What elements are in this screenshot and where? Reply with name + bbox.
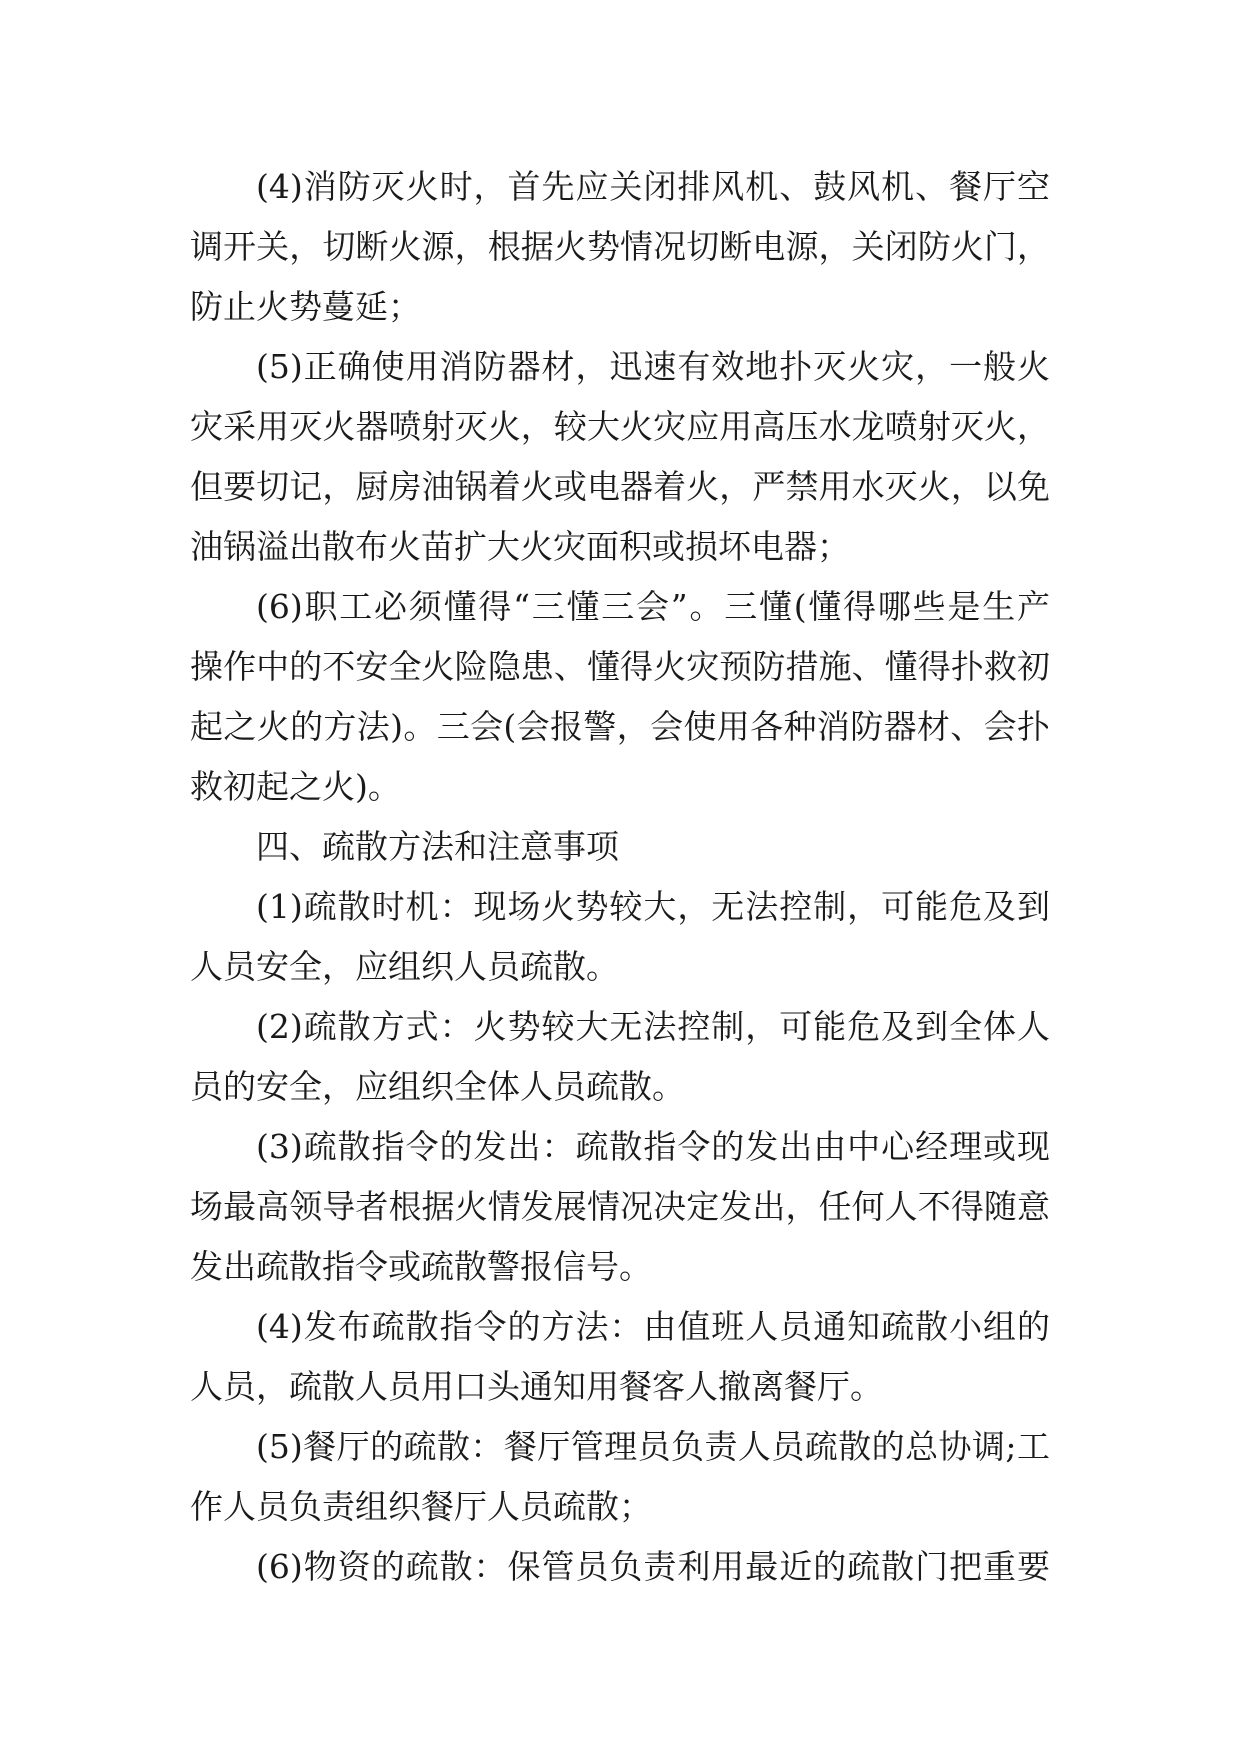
text-line: 人员，疏散人员用口头通知用餐客人撤离餐厅。 xyxy=(190,1367,883,1406)
text-line: 救初起之火)。 xyxy=(190,767,401,806)
text-line: 作人员负责组织餐厅人员疏散； xyxy=(190,1487,652,1526)
text-line: 四、疏散方法和注意事项 xyxy=(256,827,619,866)
text-line: 员的安全，应组织全体人员疏散。 xyxy=(190,1067,685,1106)
text-line: (2)疏散方式：火势较大无法控制，可能危及到全体人 xyxy=(256,1007,1050,1046)
text-line: 但要切记，厨房油锅着火或电器着火，严禁用水灭火，以免 xyxy=(190,467,1050,506)
text-line: (6)职工必须懂得“三懂三会”。三懂(懂得哪些是生产 xyxy=(256,587,1050,626)
text-line: 操作中的不安全火险隐患、懂得火灾预防措施、懂得扑救初 xyxy=(190,647,1050,686)
text-line: 灾采用灭火器喷射灭火，较大火灾应用高压水龙喷射灭火， xyxy=(190,407,1050,446)
text-line: 发出疏散指令或疏散警报信号。 xyxy=(190,1247,652,1286)
text-line: 起之火的方法)。三会(会报警，会使用各种消防器材、会扑 xyxy=(190,707,1050,746)
text-line: (4)消防灭火时，首先应关闭排风机、鼓风机、餐厅空 xyxy=(256,167,1050,206)
text-line: (3)疏散指令的发出：疏散指令的发出由中心经理或现 xyxy=(256,1127,1050,1166)
body-text xyxy=(190,157,1050,1597)
text-line: 场最高领导者根据火情发展情况决定发出，任何人不得随意 xyxy=(190,1187,1050,1226)
text-line: 防止火势蔓延； xyxy=(190,287,421,326)
text-line: 人员安全，应组织人员疏散。 xyxy=(190,947,619,986)
text-line: (6)物资的疏散：保管员负责利用最近的疏散门把重要 xyxy=(256,1547,1050,1586)
text-line: 油锅溢出散布火苗扩大火灾面积或损坏电器； xyxy=(190,527,850,566)
text-line: (5)正确使用消防器材，迅速有效地扑灭火灾，一般火 xyxy=(256,347,1050,386)
text-line: (5)餐厅的疏散：餐厅管理员负责人员疏散的总协调;工 xyxy=(256,1427,1050,1466)
text-line: 调开关，切断火源，根据火势情况切断电源，关闭防火门， xyxy=(190,227,1050,266)
text-line: (1)疏散时机：现场火势较大，无法控制，可能危及到 xyxy=(256,887,1050,926)
text-line: (4)发布疏散指令的方法：由值班人员通知疏散小组的 xyxy=(256,1307,1050,1346)
